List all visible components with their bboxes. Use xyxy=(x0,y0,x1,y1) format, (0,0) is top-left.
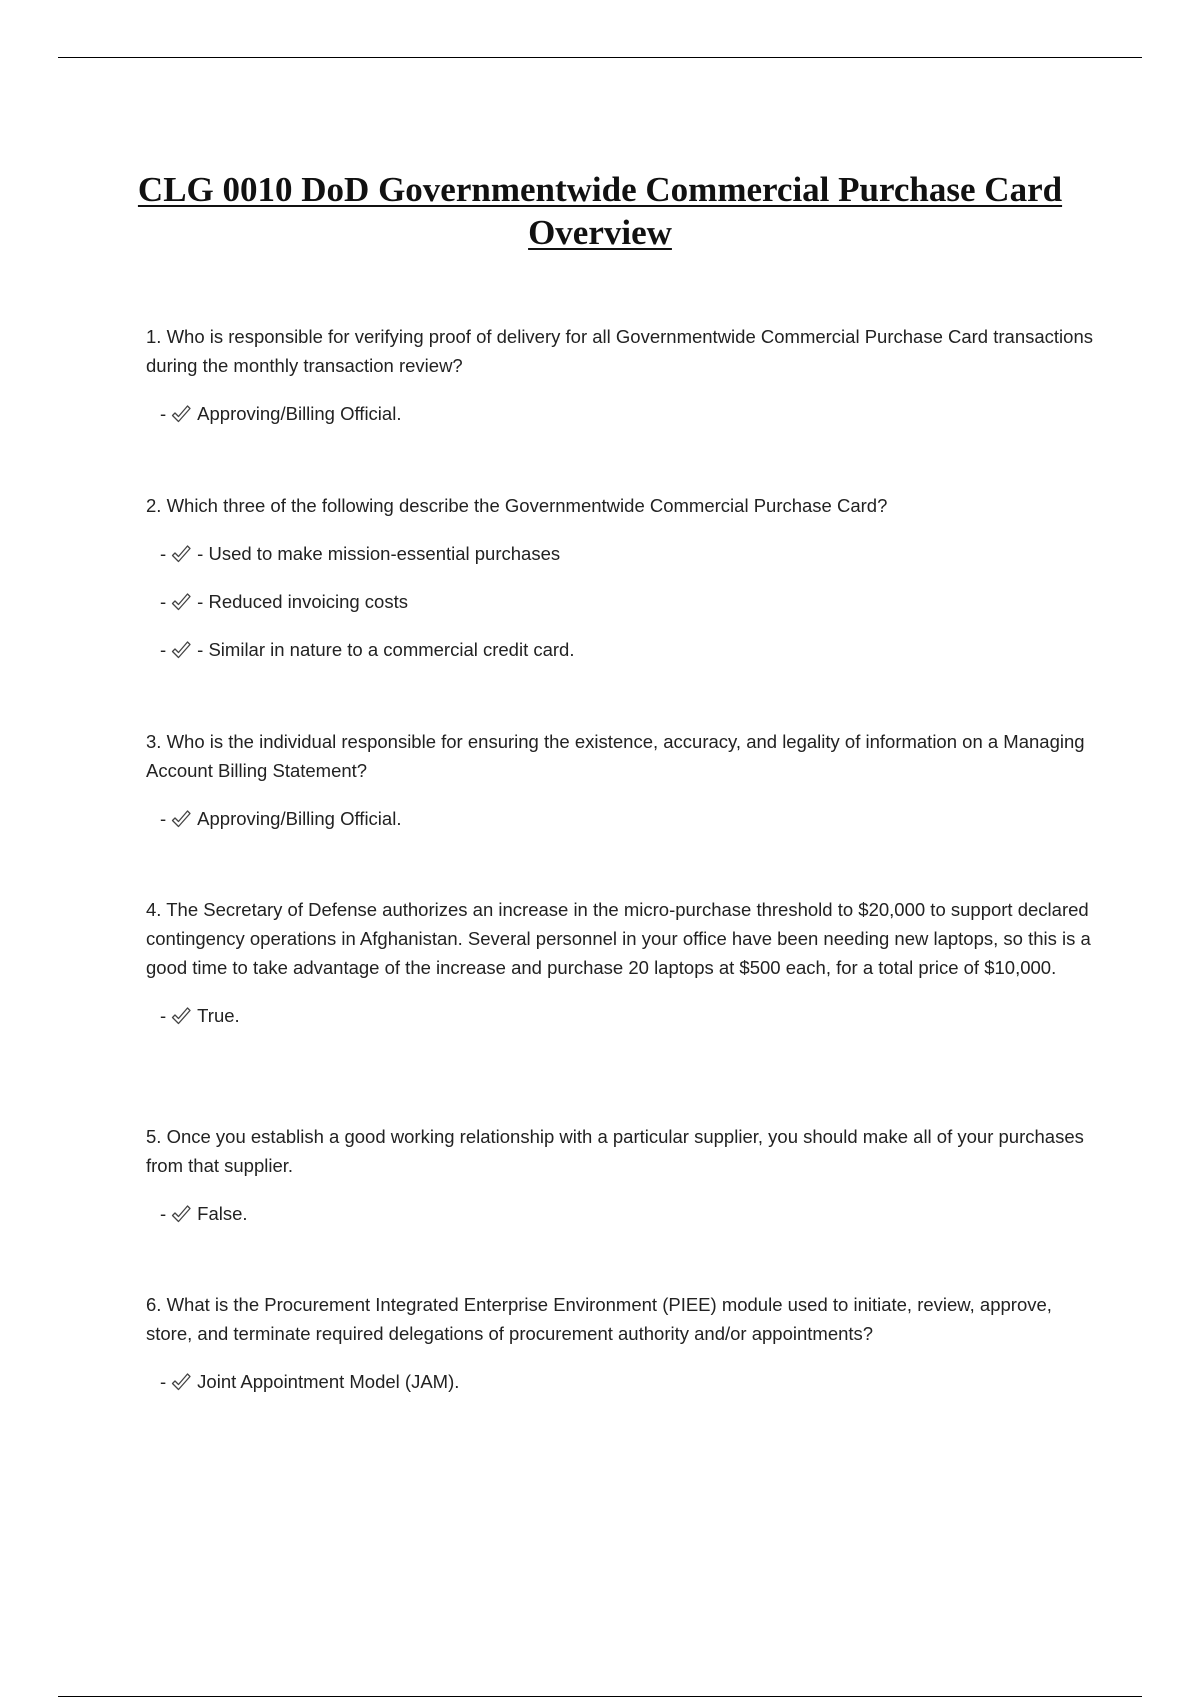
question-text: 2. Which three of the following describe the Governmentwide Commercial Purchase Card? xyxy=(146,495,888,516)
question-text: 6. What is the Procurement Integrated Enterprise Environment (PIEE) module used to initiate, review, approve, store, and terminate required delegations of procurement authority and/or appointments? xyxy=(146,1294,1052,1344)
answer-dash: - xyxy=(160,1371,167,1392)
answer-text: - Similar in nature to a commercial credit card. xyxy=(197,639,575,660)
question-text: 4. The Secretary of Defense authorizes an increase in the micro-purchase threshold to $20,000 to support declared contingency operations in Afghanistan. Several personnel in your office have been needing new laptops, so this is a good time to take advantage of the increase and purchase 20 laptops at $500 each, for a total price of $10,000. xyxy=(146,899,1091,978)
question-text: 3. Who is the individual responsible for ensuring the existence, accuracy, and legality of information on a Managing Account Billing Statement? xyxy=(146,731,1085,781)
answer-text: - Used to make mission-essential purchases xyxy=(197,543,561,564)
answer-item xyxy=(160,399,1110,428)
answer-list xyxy=(146,1001,1096,1030)
answer-list xyxy=(146,804,1096,833)
answer-dash: - xyxy=(160,1005,167,1026)
checkmark-icon xyxy=(170,591,192,613)
question-block xyxy=(146,895,1096,1030)
answer-dash: - xyxy=(160,1203,167,1224)
bottom-rule xyxy=(58,1696,1142,1697)
answer-list xyxy=(146,1367,1096,1396)
answer-item xyxy=(160,1199,1110,1228)
answer-dash: - xyxy=(160,543,167,564)
checkmark-icon xyxy=(170,403,192,425)
checkmark-icon xyxy=(170,543,192,565)
document-title xyxy=(100,168,1100,254)
answer-list xyxy=(146,399,1096,428)
top-rule xyxy=(58,57,1142,58)
checkmark-icon xyxy=(170,1371,192,1393)
question-block xyxy=(146,1122,1096,1228)
checkmark-icon xyxy=(170,808,192,830)
answer-list xyxy=(146,1199,1096,1228)
answer-text: True. xyxy=(197,1005,240,1026)
answer-text: Approving/Billing Official. xyxy=(197,403,402,424)
answer-list xyxy=(146,539,1096,664)
answer-item xyxy=(160,587,1110,616)
answer-item xyxy=(160,1001,1110,1030)
answer-dash: - xyxy=(160,591,167,612)
answer-text: False. xyxy=(197,1203,248,1224)
answer-item xyxy=(160,804,1110,833)
answer-item xyxy=(160,1367,1110,1396)
question-block xyxy=(146,491,1096,664)
answer-item xyxy=(160,635,1110,664)
answer-item xyxy=(160,539,1110,568)
answer-text: Joint Appointment Model (JAM). xyxy=(197,1371,460,1392)
answer-text: Approving/Billing Official. xyxy=(197,808,402,829)
checkmark-icon xyxy=(170,1203,192,1225)
question-text: 5. Once you establish a good working relationship with a particular supplier, you should make all of your purchases from that supplier. xyxy=(146,1126,1084,1176)
answer-dash: - xyxy=(160,639,167,660)
question-block xyxy=(146,1290,1096,1396)
question-text: 1. Who is responsible for verifying proof of delivery for all Governmentwide Commercial Purchase Card transactions during the monthly transaction review? xyxy=(146,326,1093,376)
question-block xyxy=(146,727,1096,833)
question-block xyxy=(146,322,1096,428)
checkmark-icon xyxy=(170,639,192,661)
checkmark-icon xyxy=(170,1005,192,1027)
answer-dash: - xyxy=(160,808,167,829)
answer-text: - Reduced invoicing costs xyxy=(197,591,408,612)
document-title-text: CLG 0010 DoD Governmentwide Commercial Purchase Card Overview xyxy=(137,170,1063,252)
answer-dash: - xyxy=(160,403,167,424)
